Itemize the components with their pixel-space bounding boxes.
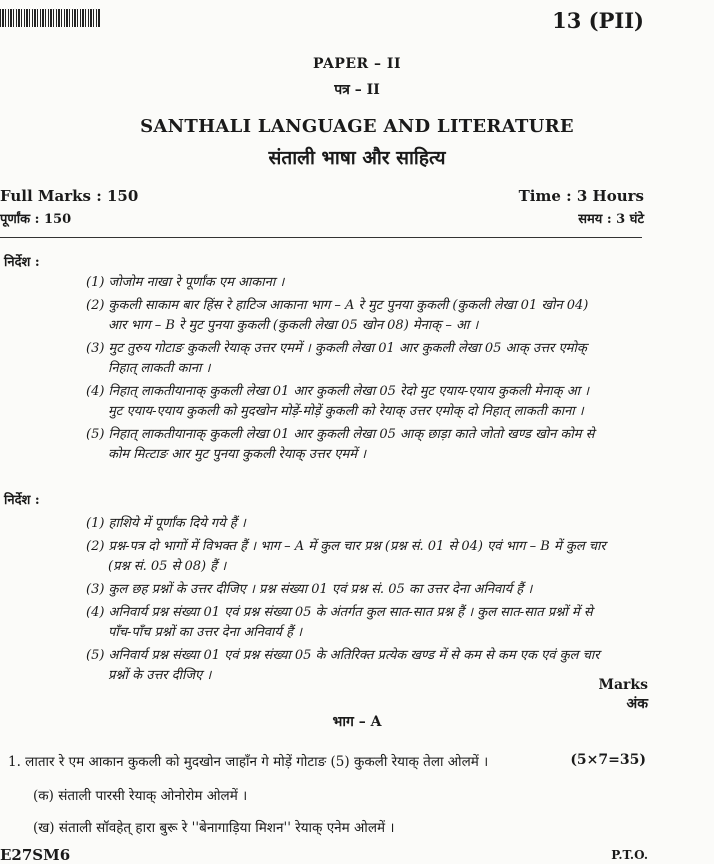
barcode [0, 9, 100, 27]
instruction-item: (2) कुकली साकाम बार हिंस रे हाटिञ आकाना भाग – A रे मुट पुनया कुकली (कुकली लेखा 01 खोन 04) आर भाग – B रे मुट पुनया कुकली (कुकली लेखा 05 खोन 08) मेनाक् – आ । [86, 298, 589, 333]
instructions-heading-hindi: निर्देश : [4, 493, 40, 508]
marks-label-hi: अंक [626, 696, 648, 712]
subject-title-en: SANTHALI LANGUAGE AND LITERATURE [140, 116, 574, 137]
instructions-list-santhali [86, 273, 606, 468]
pto-label: P.T.O. [611, 848, 648, 862]
marks-label-en: Marks [598, 677, 648, 693]
time-en: Time : 3 Hours [518, 187, 644, 205]
marks-label [598, 676, 648, 714]
instructions-heading-santhali: निर्देश : [4, 255, 40, 270]
full-marks-en: Full Marks : 150 [0, 187, 139, 205]
full-marks-hi: पूर्णांक : 150 [0, 212, 72, 227]
paper-number-hi: पत्र – II [334, 82, 380, 98]
instruction-item: (5) निहात् लाकतीयानाक् कुकली लेखा 01 आर कुकली लेखा 05 आक् छाड़ा काते जोतो खण्ड खोन कोम से कोम मित्टाङ आर मुट पुनया कुकली रेयाक् उत्तर एममें । [86, 427, 595, 462]
divider [0, 237, 642, 238]
time-hi: समय : 3 घंटे [578, 212, 644, 227]
instruction-item: (3) मुट तुरुय गोटाङ कुकली रेयाक् उत्तर एममें । कुकली लेखा 01 आर कुकली लेखा 05 आक् उत्तर एमोक् निहात् लाकती काना । [86, 341, 587, 376]
paper-number-en: PAPER – II [312, 56, 402, 72]
question-1-text: 1. लातार रे एम आकान कुकली को मुदखोन जाहाँन गे मोड़ें गोटाङ (5) कुकली रेयाक् तेला ओलमें । [8, 754, 489, 770]
instruction-item: (1) हाशिये में पूर्णांक दिये गये हैं । [86, 516, 246, 531]
paper-code: 13 (PII) [552, 8, 644, 33]
subject-title-hi: संताली भाषा और साहित्य [268, 147, 446, 169]
instruction-item: (2) प्रश्न-पत्र दो भागों में विभक्त हैं । भाग – A में कुल चार प्रश्न (प्रश्न सं. 01 से 04) एवं भाग – B में कुल चार (प्रश्न सं. 05 से 08) हैं । [86, 539, 606, 574]
instruction-item: (3) कुल छह प्रश्नों के उत्तर दीजिए । प्रश्न संख्या 01 एवं प्रश्न सं. 05 का उत्तर देना अनिवार्य हैं । [86, 582, 533, 597]
instructions-list-hindi [86, 514, 606, 689]
instruction-item: (5) अनिवार्य प्रश्न संख्या 01 एवं प्रश्न संख्या 05 के अतिरिक्त प्रत्येक खण्ड में से कम से कम एक एवं कुल चार प्रश्नों के उत्तर दीजिए । [86, 648, 600, 683]
question-1-subpart: (क) संताली पारसी रेयाक् ओनोरोम ओलमें । [33, 788, 248, 804]
instruction-item: (4) निहात् लाकतीयानाक् कुकली लेखा 01 आर कुकली लेखा 05 रेदो मुट एयाय-एयाय कुकली मेनाक् आ । मुट एयाय-एयाय कुकली को मुदखोन मोड़ें-मोड़ें कुकली को रेयाक् उत्तर एमोक् दो निहात् लाकती काना । [86, 384, 590, 419]
question-1-subpart: (ख) संताली सॉवहेत् हारा बुरू रे ''बेनागाड़िया मिशन'' रेयाक् एनेम ओलमें । [33, 820, 395, 836]
footer-code: E27SM6 [0, 846, 71, 864]
instruction-item: (4) अनिवार्य प्रश्न संख्या 01 एवं प्रश्न संख्या 05 के अंतर्गत कुल सात-सात प्रश्न हैं । कुल सात-सात प्रश्नों में से पाँच-पाँच प्रश्नों का उत्तर देना अनिवार्य हैं । [86, 605, 593, 640]
instruction-item: (1) जोजोम नाखा रे पूर्णांक एम आकाना । [86, 275, 285, 290]
section-title: भाग – A [332, 714, 382, 730]
question-1-marks: (5×7=35) [570, 752, 646, 768]
